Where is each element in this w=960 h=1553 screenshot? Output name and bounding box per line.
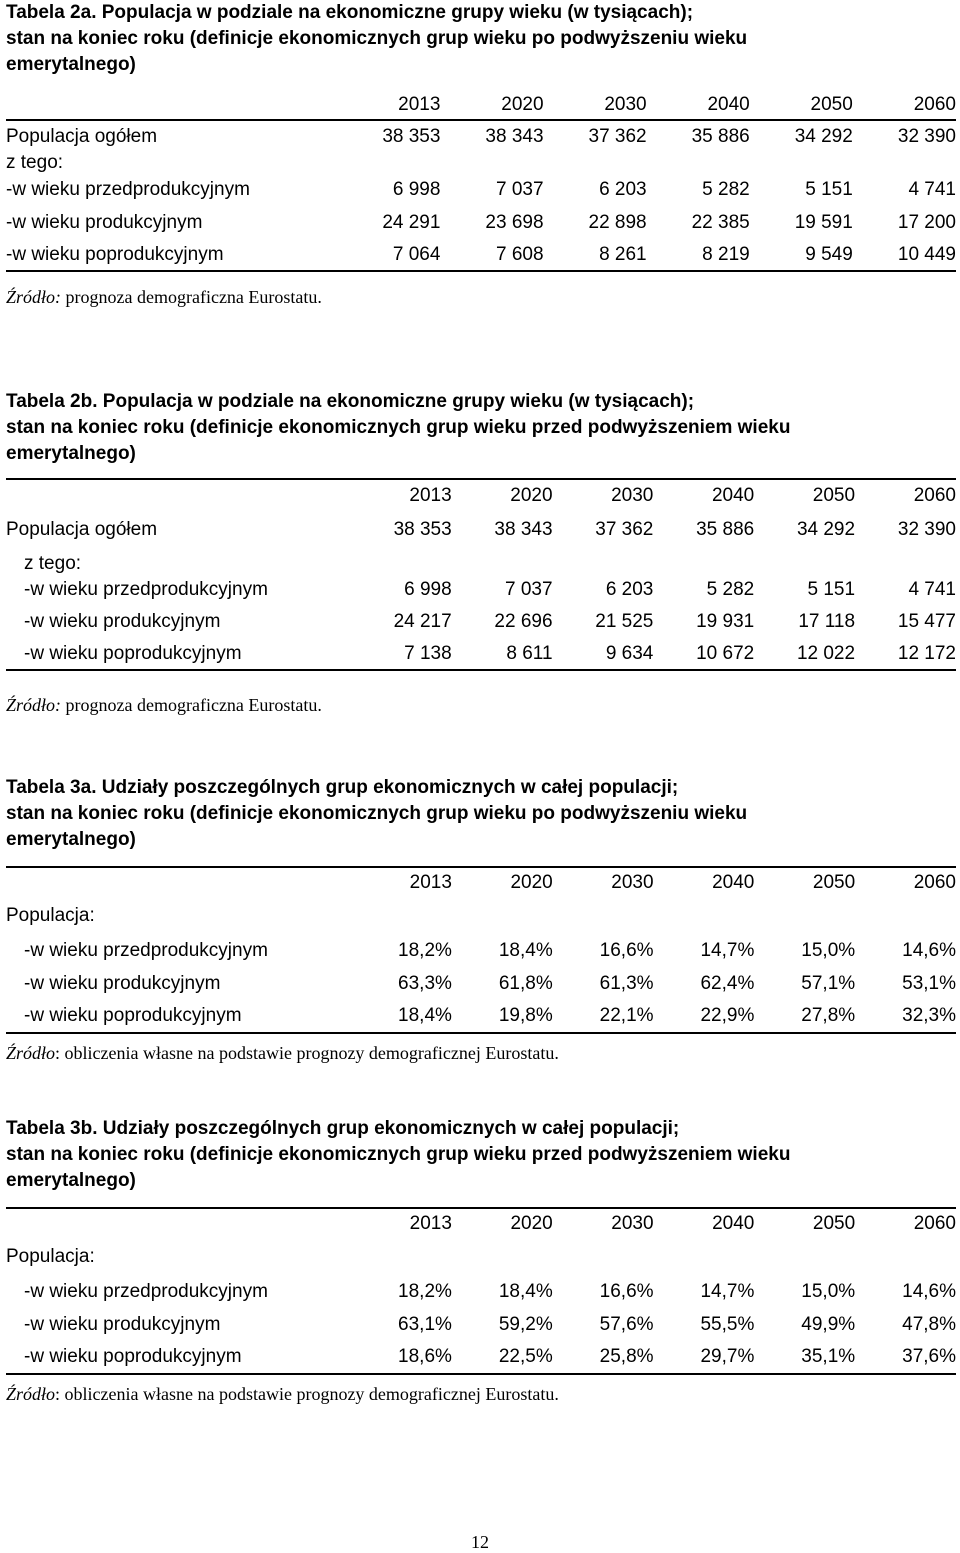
cell: 21 525 xyxy=(595,610,654,632)
row-label: -w wieku produkcyjnym xyxy=(24,1313,221,1335)
cell: 19,8% xyxy=(498,1005,553,1026)
cell: 15,0% xyxy=(801,939,856,961)
page-number: 12 xyxy=(471,1532,489,1552)
cell: 15 477 xyxy=(897,610,956,632)
cell: 23 698 xyxy=(485,211,544,233)
year-header: 2030 xyxy=(611,871,654,893)
table-2b-title xyxy=(6,389,956,467)
cell: 61,8% xyxy=(498,972,553,994)
row-label: -w wieku produkcyjnym xyxy=(24,972,221,994)
source-label: Źródło xyxy=(6,1384,56,1404)
cell: 6 998 xyxy=(392,179,441,200)
year-header: 2050 xyxy=(810,93,853,115)
cell: 14,7% xyxy=(700,1280,755,1302)
table-3a-title-line3: emerytalnego) xyxy=(6,829,136,850)
cell: 34 292 xyxy=(794,125,853,147)
row-label: -w wieku przedprodukcyjnym xyxy=(24,939,268,961)
year-header: 2040 xyxy=(712,871,755,893)
cell: 16,6% xyxy=(599,1280,654,1302)
cell: 7 064 xyxy=(392,243,441,265)
year-header: 2040 xyxy=(707,93,750,115)
table-3b-source xyxy=(6,1384,559,1405)
row-label: Populacja ogółem xyxy=(6,125,158,147)
cell: 22,9% xyxy=(700,1005,755,1026)
source-text: : obliczenia własne na podstawie prognozy demograficznej Eurostatu. xyxy=(55,1384,559,1404)
row-label: -w wieku produkcyjnym xyxy=(6,211,203,233)
cell: 35,1% xyxy=(801,1346,856,1367)
source-label: Źródło: xyxy=(6,695,62,715)
source-text: : obliczenia własne na podstawie prognozy demograficznej Eurostatu. xyxy=(55,1043,559,1063)
cell: 47,8% xyxy=(902,1313,956,1335)
cell: 37 362 xyxy=(588,125,647,147)
cell: 22,5% xyxy=(498,1346,553,1367)
year-header: 2020 xyxy=(501,93,544,115)
cell: 8 261 xyxy=(599,243,647,265)
cell: 5 151 xyxy=(807,579,856,600)
cell: 27,8% xyxy=(801,1005,856,1026)
row-label: Populacja ogółem xyxy=(6,519,158,540)
cell: 18,2% xyxy=(398,939,452,961)
cell: 18,6% xyxy=(398,1346,452,1367)
row-label: -w wieku produkcyjnym xyxy=(24,610,221,632)
table-3b xyxy=(6,1207,956,1375)
table-3a-title-bold: Tabela 3a. xyxy=(6,777,97,798)
table-2a-title-line3: emerytalnego) xyxy=(6,54,136,75)
cell: 19 591 xyxy=(794,211,853,233)
cell: 24 217 xyxy=(393,610,452,632)
year-header: 2013 xyxy=(409,871,452,893)
cell: 4 741 xyxy=(908,179,956,200)
cell: 18,4% xyxy=(498,1280,553,1302)
cell: 19 931 xyxy=(696,610,755,632)
cell: 7 608 xyxy=(495,243,544,265)
cell: 57,6% xyxy=(599,1313,654,1335)
table-2a-title xyxy=(6,0,956,78)
table-3b-title-rest: Udziały poszczególnych grup ekonomicznych w całej populacji; xyxy=(97,1118,680,1139)
table-2b-header-row xyxy=(6,479,956,511)
year-header: 2040 xyxy=(712,1212,755,1234)
cell: 5 282 xyxy=(702,179,750,200)
row-label: -w wieku przedprodukcyjnym xyxy=(24,579,268,600)
year-header: 2030 xyxy=(611,484,654,506)
table-2a-sub-row xyxy=(6,152,956,174)
table-row xyxy=(6,967,956,1000)
row-label: -w wieku poprodukcyjnym xyxy=(24,1005,242,1026)
cell: 9 634 xyxy=(605,642,654,664)
table-row xyxy=(6,174,956,206)
cell: 55,5% xyxy=(700,1313,755,1335)
table-3a-pop-row xyxy=(6,897,956,934)
cell: 7 037 xyxy=(504,579,553,600)
table-2b-title-bold: Tabela 2b. xyxy=(6,391,98,412)
cell: 29,7% xyxy=(700,1346,755,1367)
table-3b-header-row xyxy=(6,1208,956,1238)
year-header: 2060 xyxy=(913,1212,956,1234)
table-3a xyxy=(6,866,956,1034)
table-row xyxy=(6,1341,956,1374)
cell: 6 203 xyxy=(599,179,647,200)
cell: 32,3% xyxy=(902,1005,956,1026)
cell: 14,6% xyxy=(902,1280,956,1302)
row-label: -w wieku przedprodukcyjnym xyxy=(24,1280,268,1302)
table-2b-sub-row xyxy=(6,549,956,575)
table-2a-title-bold: Tabela 2a. xyxy=(6,2,97,23)
cell: 38 353 xyxy=(393,519,452,540)
cell: 17 200 xyxy=(897,211,956,233)
cell: 5 282 xyxy=(706,579,755,600)
cell: 6 203 xyxy=(605,579,654,600)
cell: 34 292 xyxy=(796,519,856,540)
sub-label: Populacja: xyxy=(6,1245,95,1267)
cell: 18,4% xyxy=(498,939,553,961)
cell: 25,8% xyxy=(599,1346,654,1367)
row-label: -w wieku przedprodukcyjnym xyxy=(6,179,250,200)
table-row xyxy=(6,605,956,638)
sub-label: Populacja: xyxy=(6,904,95,926)
cell: 12 172 xyxy=(897,642,956,664)
table-3a-header-row xyxy=(6,867,956,897)
cell: 8 219 xyxy=(702,243,750,265)
source-label: Źródło xyxy=(6,1043,56,1063)
year-header: 2060 xyxy=(913,484,956,506)
cell: 18,2% xyxy=(398,1280,452,1302)
cell: 37 362 xyxy=(595,519,654,540)
table-2a-total-row xyxy=(6,120,956,152)
table-2a xyxy=(6,90,956,272)
table-3b-title-line2: stan na koniec roku (definicje ekonomicznych grup wieku przed podwyższeniem wieku xyxy=(6,1144,791,1165)
cell: 15,0% xyxy=(801,1280,856,1302)
year-header: 2013 xyxy=(409,1212,452,1234)
row-label: -w wieku poprodukcyjnym xyxy=(24,642,242,664)
table-row xyxy=(6,206,956,239)
cell: 37,6% xyxy=(902,1346,956,1367)
row-label: -w wieku poprodukcyjnym xyxy=(24,1346,242,1367)
cell: 32 390 xyxy=(897,125,956,147)
cell: 8 611 xyxy=(506,642,553,664)
cell: 61,3% xyxy=(599,972,654,994)
table-row xyxy=(6,1000,956,1033)
year-header: 2020 xyxy=(510,484,553,506)
cell: 7 138 xyxy=(404,642,452,664)
cell: 14,6% xyxy=(902,939,956,961)
table-3a-title-line2: stan na koniec roku (definicje ekonomicznych grup wieku po podwyższeniu wieku xyxy=(6,803,748,824)
table-3a-source xyxy=(6,1043,559,1064)
year-header: 2050 xyxy=(812,1212,856,1234)
cell: 7 037 xyxy=(495,179,544,200)
year-header: 2040 xyxy=(711,484,755,506)
cell: 49,9% xyxy=(801,1313,856,1335)
year-header: 2030 xyxy=(604,93,647,115)
cell: 63,1% xyxy=(398,1313,452,1335)
table-2b-total-row xyxy=(6,511,956,549)
cell: 63,3% xyxy=(398,972,452,994)
year-header: 2013 xyxy=(409,484,452,506)
cell: 10 672 xyxy=(696,642,755,664)
year-header: 2020 xyxy=(510,871,553,893)
source-text: prognoza demograficzna Eurostatu. xyxy=(61,695,322,715)
table-row xyxy=(6,638,956,670)
sub-label: z tego: xyxy=(6,152,64,173)
cell: 53,1% xyxy=(902,972,956,994)
cell: 22,1% xyxy=(599,1005,654,1026)
table-2a-title-rest: Populacja w podziale na ekonomiczne grupy wieku (w tysiącach); xyxy=(96,2,694,23)
cell: 9 549 xyxy=(805,243,853,265)
cell: 38 353 xyxy=(382,125,441,147)
year-header: 2060 xyxy=(913,93,956,115)
table-3a-title xyxy=(6,775,956,853)
table-row xyxy=(6,575,956,605)
cell: 5 151 xyxy=(805,179,853,200)
cell: 18,4% xyxy=(398,1005,452,1026)
cell: 35 886 xyxy=(691,125,750,147)
table-row xyxy=(6,934,956,967)
cell: 57,1% xyxy=(801,972,856,994)
table-2b-source xyxy=(6,695,322,716)
table-row xyxy=(6,1275,956,1308)
table-3b-title-bold: Tabela 3b. xyxy=(6,1118,98,1139)
table-3b-title xyxy=(6,1116,956,1194)
row-label: -w wieku poprodukcyjnym xyxy=(6,243,224,265)
cell: 35 886 xyxy=(696,519,755,540)
cell: 22 696 xyxy=(494,610,553,632)
cell: 14,7% xyxy=(700,939,755,961)
cell: 38 343 xyxy=(494,519,553,540)
cell: 32 390 xyxy=(897,519,956,540)
cell: 10 449 xyxy=(897,243,956,265)
table-3b-pop-row xyxy=(6,1238,956,1275)
table-2b xyxy=(6,478,956,671)
table-2a-source xyxy=(6,287,322,308)
cell: 62,4% xyxy=(700,972,755,994)
table-3b-title-line3: emerytalnego) xyxy=(6,1170,136,1191)
cell: 24 291 xyxy=(382,211,441,233)
year-header: 2050 xyxy=(812,871,856,893)
sub-label: z tego: xyxy=(24,553,82,574)
table-2b-title-line2: stan na koniec roku (definicje ekonomicznych grup wieku przed podwyższeniem wieku xyxy=(6,417,791,438)
year-header: 2060 xyxy=(913,871,956,893)
table-2b-title-line3: emerytalnego) xyxy=(6,443,136,464)
cell: 4 741 xyxy=(908,579,956,600)
cell: 59,2% xyxy=(498,1313,553,1335)
cell: 16,6% xyxy=(599,939,654,961)
table-row xyxy=(6,239,956,271)
cell: 12 022 xyxy=(796,642,856,664)
table-2b-title-rest: Populacja w podziale na ekonomiczne grupy wieku (w tysiącach); xyxy=(97,391,695,412)
cell: 38 343 xyxy=(485,125,544,147)
year-header: 2013 xyxy=(398,93,441,115)
year-header: 2020 xyxy=(510,1212,553,1234)
year-header: 2030 xyxy=(611,1212,654,1234)
cell: 17 118 xyxy=(798,610,856,632)
table-3a-title-rest: Udziały poszczególnych grup ekonomicznych w całej populacji; xyxy=(96,777,679,798)
table-2a-title-line2: stan na koniec roku (definicje ekonomicznych grup wieku po podwyższeniu wieku xyxy=(6,28,748,49)
cell: 22 898 xyxy=(588,211,647,233)
table-row xyxy=(6,1308,956,1341)
cell: 22 385 xyxy=(691,211,750,233)
source-label: Źródło: xyxy=(6,287,62,307)
table-2a-header-row xyxy=(6,90,956,120)
source-text: prognoza demograficzna Eurostatu. xyxy=(61,287,322,307)
cell: 6 998 xyxy=(404,579,452,600)
year-header: 2050 xyxy=(812,484,856,506)
